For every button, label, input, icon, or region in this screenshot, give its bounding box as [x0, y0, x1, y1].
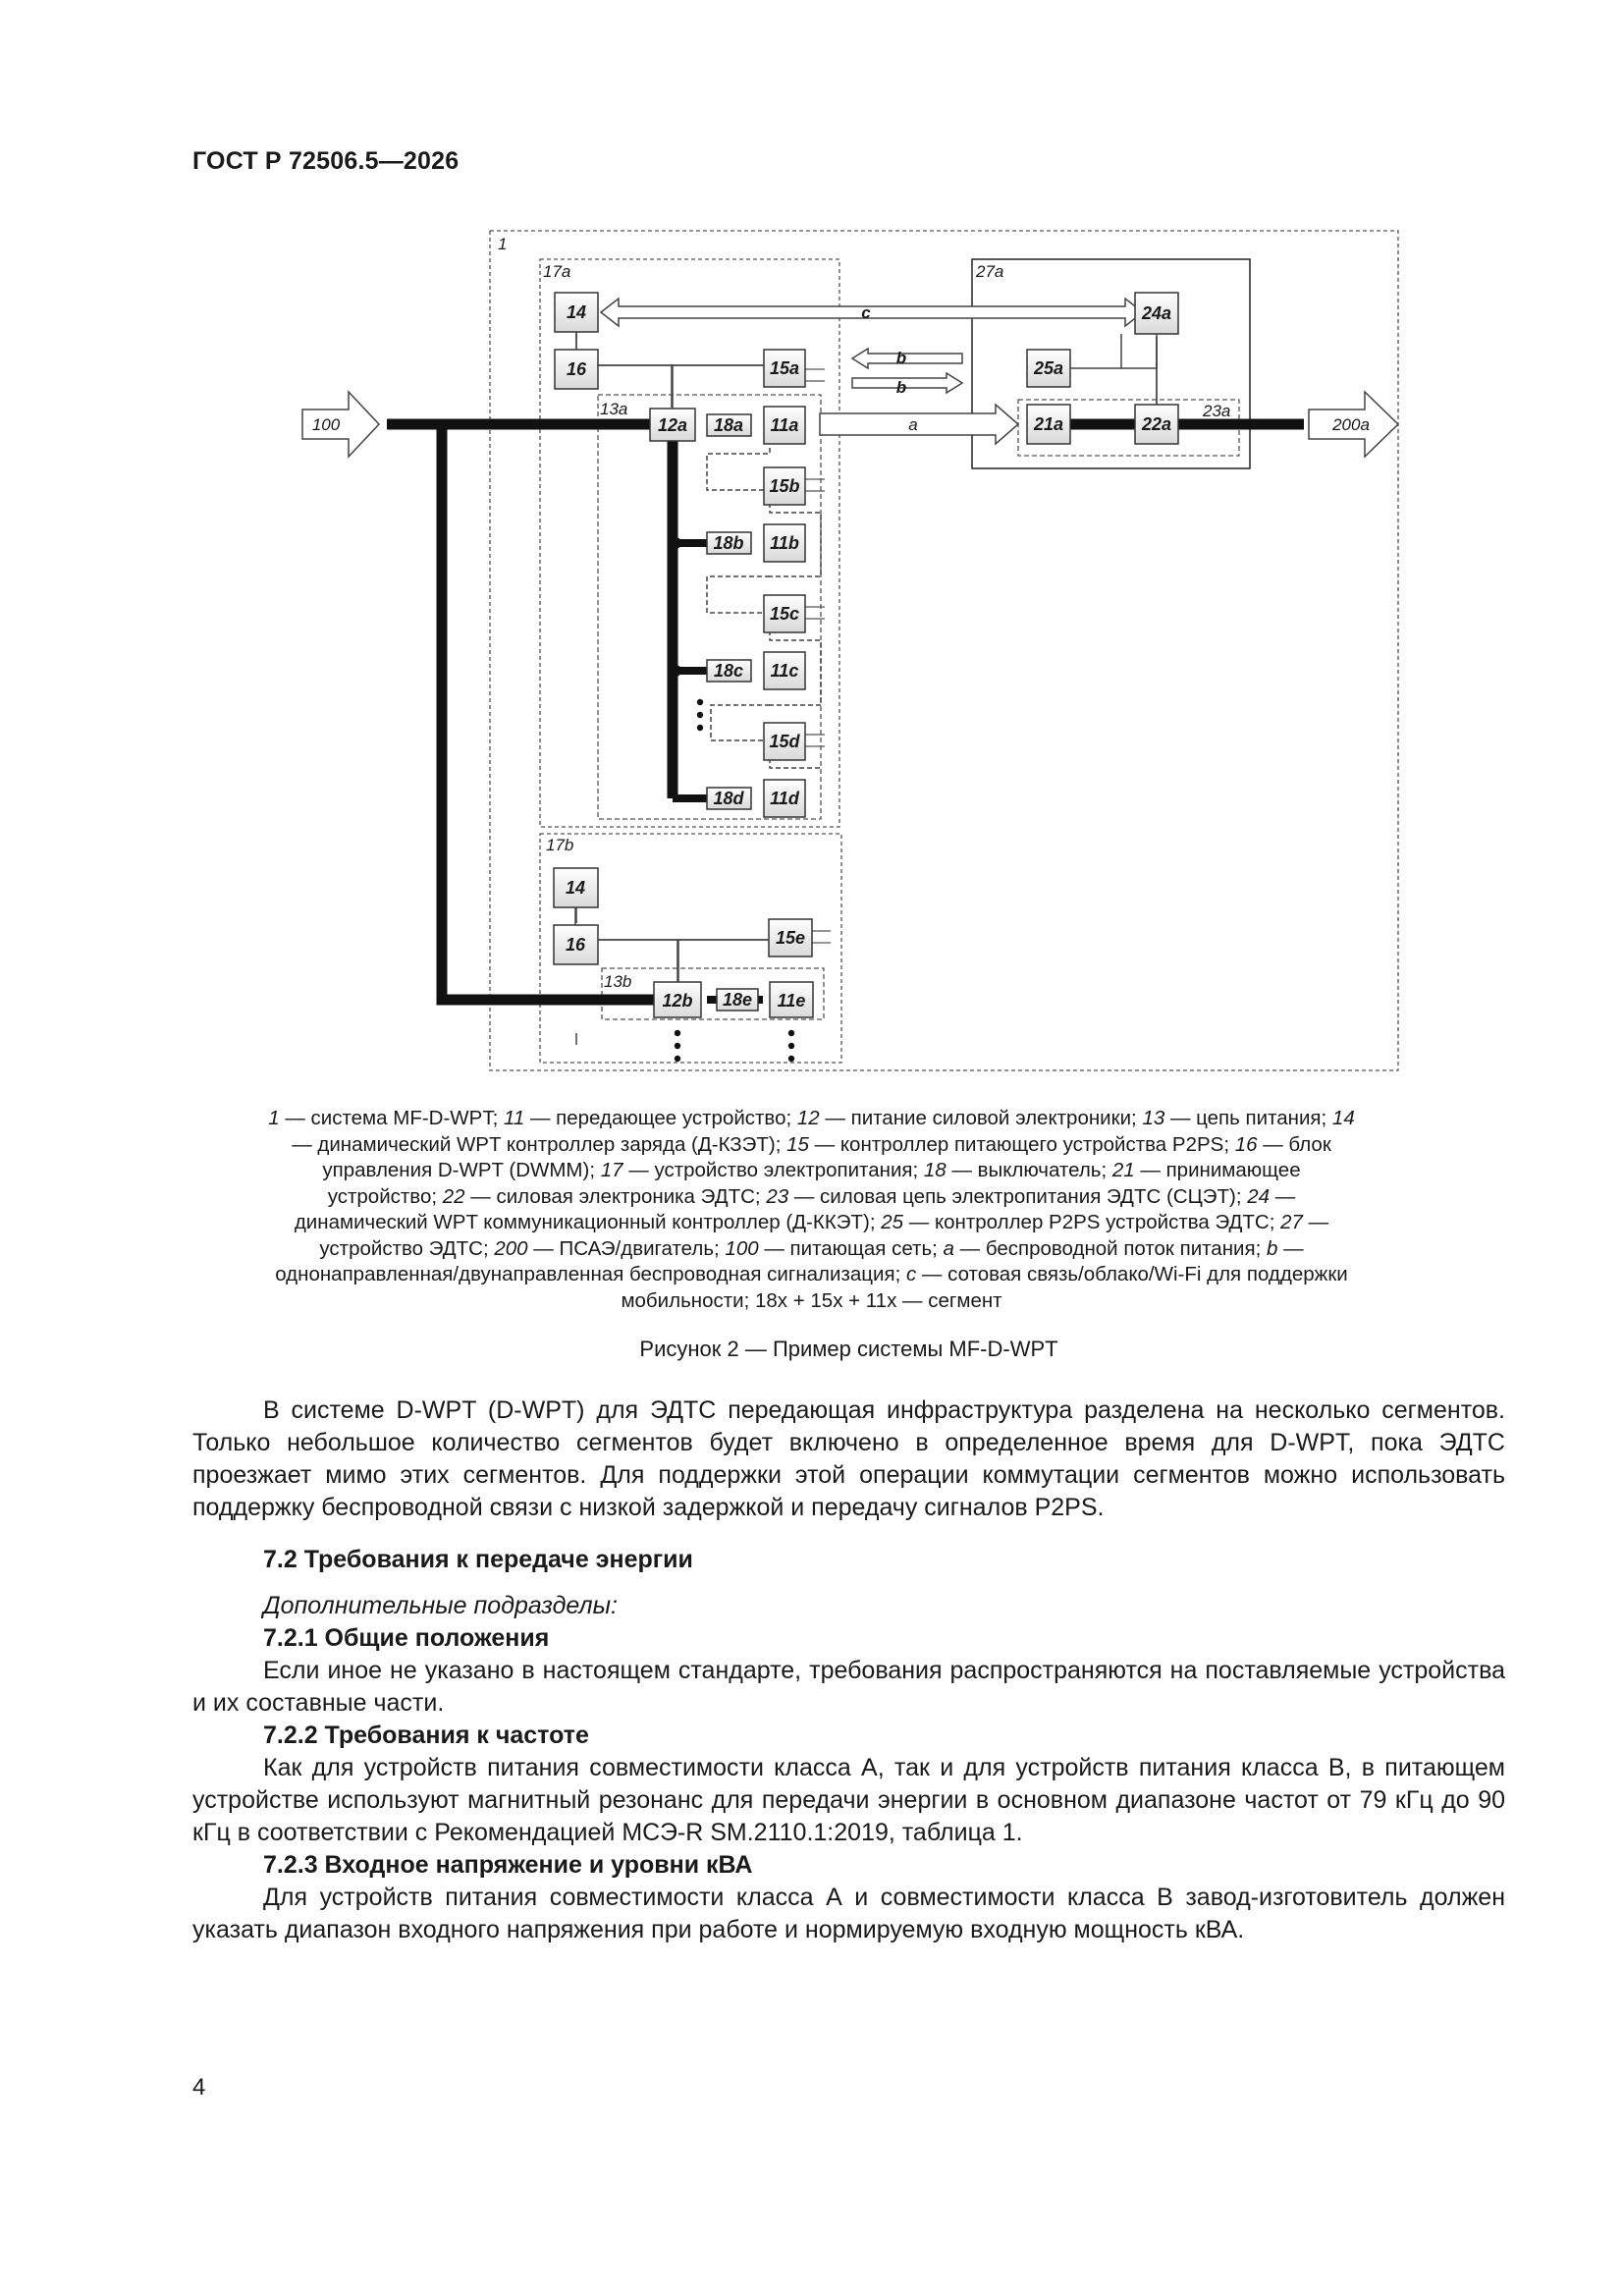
paragraph-7-2-1: Если иное не указано в настоящем стандарте, требования распространяются на поставляемые устройства и их составные части.	[192, 1657, 1505, 1717]
legend-description: — силовая электроника ЭДТС;	[464, 1184, 767, 1208]
legend-description: — устройство электропитания;	[622, 1159, 924, 1181]
legend-number: a	[943, 1236, 954, 1260]
block-14b	[554, 868, 598, 907]
block-25a	[1027, 350, 1070, 387]
svg-text:25a: 25a	[1033, 358, 1064, 378]
svg-text:11d: 11d	[770, 789, 799, 808]
svg-text:11b: 11b	[770, 533, 799, 553]
block-12b	[654, 982, 701, 1017]
svg-text:24a: 24a	[1141, 303, 1172, 323]
block-16a	[555, 350, 598, 389]
legend-number: c	[905, 1263, 917, 1285]
svg-text:15c: 15c	[769, 604, 800, 624]
figure-mf-d-wpt-diagram	[295, 228, 1414, 1072]
legend-number: 27	[1280, 1211, 1303, 1233]
block-15a	[764, 350, 805, 387]
paragraph-7-2-3: Для устройств питания совместимости класса А и совместимости класса В завод-изготовитель должен указать диапазон входного напряжения при работе и нормируемую входную мощность кВА.	[192, 1884, 1505, 1943]
svg-text:11c: 11c	[770, 661, 799, 681]
svg-text:12a: 12a	[657, 415, 688, 435]
paragraph-segments: В системе D-WPT (D-WPT) для ЭДТС передающая инфраструктура разделена на несколько сегментов. Только небольшое количество сегментов будет включено в определенное время для D-WPT, пока ЭДТС проезжает мимо этих сегментов. Для поддержки этой операции коммутации сегментов можно использовать поддержку беспроводной связи с низкой задержкой и передачу сигналов P2PS.	[192, 1396, 1505, 1521]
power-lines	[387, 424, 1304, 1000]
svg-text:18c: 18c	[713, 661, 744, 681]
flow-arrow-c	[601, 299, 1143, 326]
svg-text:11e: 11e	[777, 991, 806, 1011]
legend-description: — силовая цепь электропитания ЭДТС (СЦЭТ);	[788, 1184, 1248, 1208]
svg-text:16: 16	[565, 935, 586, 955]
section-heading-7-2-3: 7.2.3 Входное напряжение и уровни кВА	[263, 1851, 753, 1879]
legend-number: 25	[881, 1211, 904, 1233]
legend-number: b	[1266, 1236, 1278, 1260]
svg-text:100: 100	[311, 415, 341, 434]
svg-text:c: c	[861, 303, 871, 322]
block-18a	[707, 414, 751, 436]
legend-description: — питающая сеть;	[758, 1236, 944, 1260]
block-15e	[769, 919, 812, 957]
legend-number: 12	[796, 1107, 820, 1129]
legend-description: — система MF-D-WPT;	[279, 1107, 504, 1129]
svg-text:a: a	[908, 415, 918, 434]
svg-text:18b: 18b	[713, 533, 744, 553]
block-15b	[764, 467, 805, 505]
legend-number: 15	[786, 1132, 809, 1156]
legend-description: — контроллер питающего устройства P2PS;	[808, 1132, 1235, 1156]
motor-arrow-200a	[1309, 392, 1398, 457]
block-18c	[707, 660, 751, 682]
svg-text:14: 14	[565, 878, 586, 898]
svg-text:14: 14	[566, 302, 587, 322]
grid-arrow-100	[302, 392, 379, 457]
page-number: 4	[192, 2074, 206, 2101]
svg-text:18e: 18e	[722, 990, 753, 1010]
svg-text:11a: 11a	[770, 415, 799, 435]
additional-subsections-label: Дополнительные подразделы:	[263, 1592, 618, 1619]
legend-number: 13	[1142, 1107, 1165, 1129]
legend-number: 16	[1234, 1132, 1258, 1156]
legend-number: 22	[442, 1184, 465, 1208]
legend-description: — принимающее устройство;	[327, 1159, 1301, 1208]
figure-legend	[265, 1106, 1358, 1314]
legend-number: 21	[1111, 1159, 1135, 1181]
svg-text:12b: 12b	[662, 991, 693, 1011]
block-18d	[707, 788, 751, 809]
figure-caption: Рисунок 2 — Пример системы MF-D-WPT	[639, 1337, 1058, 1361]
block-12a	[650, 409, 695, 441]
svg-text:21a: 21a	[1033, 414, 1064, 434]
legend-number: 100	[725, 1236, 759, 1260]
block-18e	[717, 989, 758, 1011]
block-11c	[764, 652, 805, 689]
block-11d	[764, 780, 805, 817]
block-21a	[1027, 405, 1070, 444]
svg-text:18a: 18a	[713, 415, 744, 435]
legend-number: 24	[1247, 1184, 1271, 1208]
svg-text:15b: 15b	[769, 476, 800, 496]
circuit-13b-label: 13b	[604, 972, 632, 991]
svg-text:18d: 18d	[713, 789, 744, 808]
supply-17a-label: 17a	[543, 262, 571, 281]
ev-27a-boundary	[972, 259, 1250, 468]
legend-number: 18	[923, 1159, 947, 1181]
svg-text:15d: 15d	[769, 732, 800, 751]
flow-arrow-b-left	[852, 349, 962, 368]
svg-text:15e: 15e	[775, 928, 806, 948]
legend-number: 14	[1331, 1107, 1355, 1129]
branch-lines	[673, 424, 1083, 1000]
section-heading-7-2: 7.2 Требования к передаче энергии	[263, 1546, 693, 1573]
legend-description: — беспроводной поток питания;	[953, 1236, 1267, 1260]
circuit-13a-label: 13a	[600, 400, 628, 418]
paragraph-7-2-2: Как для устройств питания совместимости класса А, так и для устройств питания класса В, в питающем устройстве используют магнитный резонанс для передачи энергии в основном диапазоне частот от 79 кГц до 90 кГц в соответствии с Рекомендацией МСЭ-R SM.2110.1:2019, таблица 1.	[192, 1754, 1505, 1846]
legend-description: — устройство ЭДТС;	[319, 1211, 1329, 1260]
block-11a	[764, 407, 805, 444]
section-heading-7-2-2: 7.2.2 Требования к частоте	[263, 1722, 589, 1749]
ev-27a-label: 27a	[976, 262, 1004, 281]
svg-text:16: 16	[566, 359, 587, 379]
block-15d	[764, 723, 805, 760]
legend-number: 23	[766, 1184, 789, 1208]
flow-arrow-a	[820, 405, 1018, 444]
block-24a	[1135, 293, 1178, 334]
legend-description: — динамический WPT контроллер заряда (Д-КЗЭТ);	[292, 1132, 787, 1156]
svg-text:b: b	[895, 349, 907, 367]
system-label: 1	[498, 235, 508, 253]
legend-description: — динамический WPT коммуникационный контроллер (Д-ККЭТ);	[294, 1184, 1296, 1233]
section-heading-7-2-1: 7.2.1 Общие положения	[263, 1624, 550, 1652]
legend-description: — питание силовой электроники;	[819, 1107, 1143, 1129]
svg-text:22a: 22a	[1141, 414, 1172, 434]
document-header: ГОСТ Р 72506.5—2026	[192, 147, 460, 175]
supply-17b-label: 17b	[546, 836, 574, 854]
block-11b	[764, 524, 805, 562]
legend-number: 17	[600, 1159, 623, 1181]
svg-text:15a: 15a	[769, 358, 800, 378]
block-15c	[764, 595, 805, 632]
legend-number: 11	[503, 1107, 525, 1129]
legend-description: — цепь питания;	[1164, 1107, 1332, 1129]
block-18b	[707, 532, 751, 554]
flow-arrow-b-right	[852, 373, 962, 397]
svg-text:200a: 200a	[1332, 415, 1370, 434]
legend-description: — сотовая связь/облако/Wi-Fi для поддержки мобильности; 18x + 15x + 11x — сегмент	[621, 1263, 1348, 1312]
block-11e	[770, 982, 813, 1017]
legend-description: — передающее устройство;	[524, 1107, 797, 1129]
legend-description: — контроллер P2PS устройства ЭДТС;	[903, 1211, 1281, 1233]
legend-description: — блок управления D-WPT (DWMM);	[322, 1132, 1331, 1181]
body-text	[192, 1394, 1505, 1946]
legend-number: 1	[268, 1107, 280, 1129]
legend-description: — однонаправленная/двунаправленная беспроводная сигнализация;	[275, 1236, 1304, 1285]
legend-description: — ПСАЭ/двигатель;	[527, 1236, 726, 1260]
stub-lines	[802, 369, 831, 943]
legend-number: 200	[494, 1236, 528, 1260]
block-22a	[1135, 405, 1178, 444]
block-16b	[554, 925, 598, 964]
block-14a	[555, 293, 598, 332]
circuit-23a-label: 23a	[1203, 402, 1231, 420]
svg-text:b: b	[895, 378, 907, 397]
legend-description: — выключатель;	[946, 1159, 1112, 1181]
